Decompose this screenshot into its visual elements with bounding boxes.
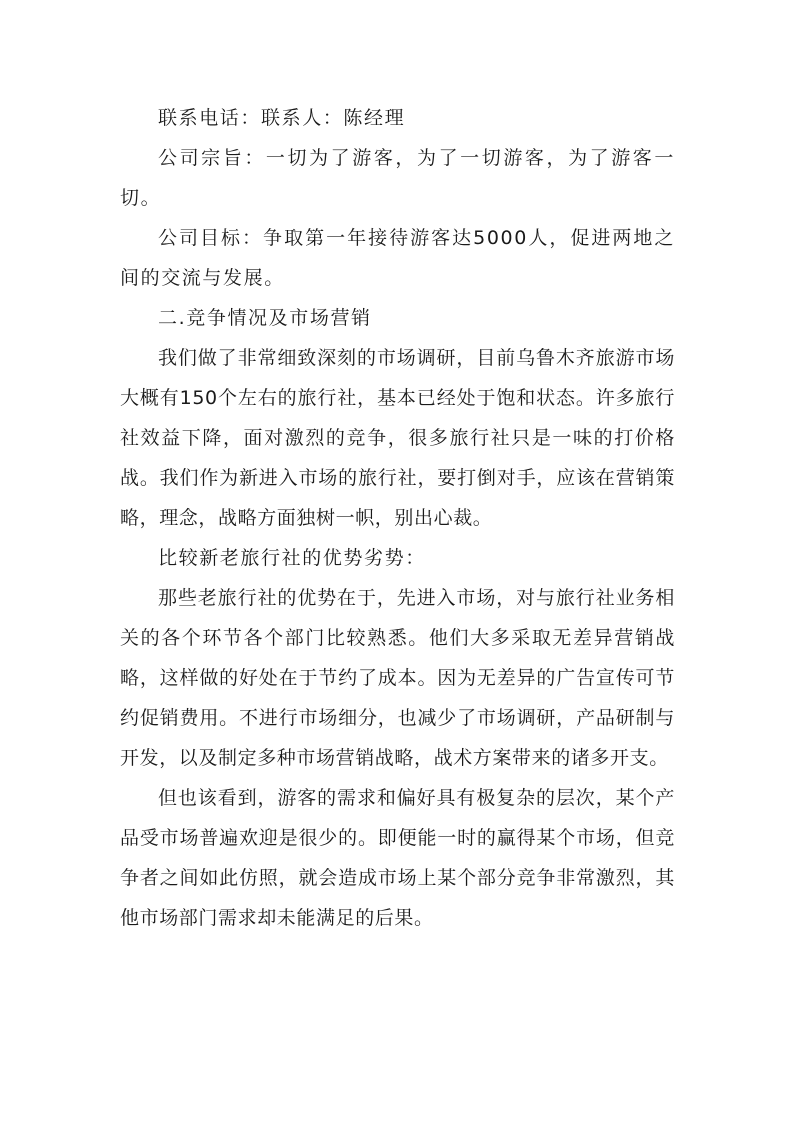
contact-line: 联系电话：联系人：陈经理	[158, 107, 406, 129]
old-agency-advantages-paragraph: 那些老旅行社的优势在于，先进入市场，对与旅行社业务相关的各个环节各个部门比较熟悉。他们大多采取无差异营销战略，这样做的好处在于节约了成本。因为无差异的广告宣传可节约促销费用。不进行市场细分，也减少了市场调研，产品研制与开发，以及制定多种市场营销战略，战术方案带来的诸多开支。	[120, 587, 675, 769]
customer-needs-paragraph: 但也该看到，游客的需求和偏好具有极复杂的层次，某个产品受市场普遍欢迎是很少的。即便能一时的赢得某个市场，但竞争者之间如此仿照，就会造成市场上某个部分竞争非常激烈，其他市场部门需求却未能满足的后果。	[120, 787, 675, 929]
company-goal: 公司目标：争取第一年接待游客达5000人，促进两地之间的交流与发展。	[120, 227, 675, 289]
company-purpose: 公司宗旨：一切为了游客，为了一切游客，为了游客一切。	[120, 147, 675, 209]
market-research-paragraph: 我们做了非常细致深刻的市场调研，目前乌鲁木齐旅游市场大概有150个左右的旅行社，基本已经处于饱和状态。许多旅行社效益下降，面对激烈的竞争，很多旅行社只是一味的打价格战。我们作为新进入市场的旅行社，要打倒对手，应该在营销策略，理念，战略方面独树一帜，别出心裁。	[120, 347, 675, 529]
comparison-heading: 比较新老旅行社的优势劣势：	[158, 547, 426, 569]
section-heading: 二.竞争情况及市场营销	[158, 307, 372, 329]
document-page	[120, 98, 675, 938]
